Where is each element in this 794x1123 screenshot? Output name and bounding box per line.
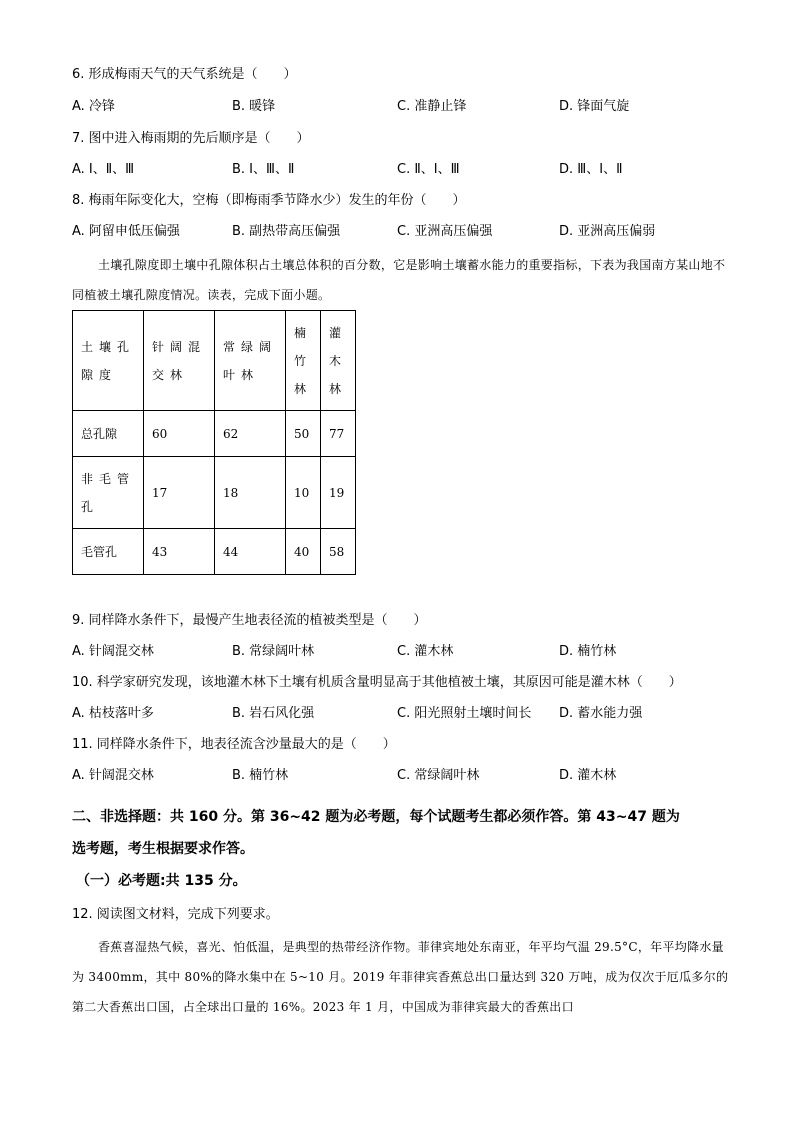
table-header-cell: 土壤孔隙度: [73, 311, 144, 411]
row-label: 毛管孔: [73, 529, 144, 575]
question-11-stem: 11. 同样降水条件下，地表径流含沙量最大的是（ ）: [72, 737, 396, 752]
q8-option-a[interactable]: A. 阿留申低压偏强: [72, 224, 180, 239]
question-8-stem: 8. 梅雨年际变化大，空梅（即梅雨季节降水少）发生的年份（ ）: [72, 193, 466, 208]
table-cell: 50: [286, 411, 321, 457]
q6-option-a[interactable]: A. 冷锋: [72, 99, 115, 114]
table-cell: 18: [215, 457, 286, 529]
question-10-options: [72, 705, 732, 723]
section-2-heading: 二、非选择题：共 160 分。第 36~42 题为必考题，每个试题考生都必须作答。第 43~47 题为: [72, 809, 680, 825]
q8-option-c[interactable]: C. 亚洲高压偏强: [397, 224, 493, 239]
question-12-stem: 12. 阅读图文材料，完成下列要求。: [72, 907, 279, 922]
table-row: [73, 529, 356, 575]
table-cell: 77: [321, 411, 356, 457]
q11-option-b[interactable]: B. 楠竹林: [232, 768, 289, 783]
table-cell: 40: [286, 529, 321, 575]
question-6-options: [72, 98, 732, 116]
q9-option-a[interactable]: A. 针阔混交林: [72, 644, 154, 659]
q10-option-d[interactable]: D. 蓄水能力强: [559, 706, 643, 721]
table-cell: 10: [286, 457, 321, 529]
q7-option-a[interactable]: A. Ⅰ、Ⅱ、Ⅲ: [72, 162, 135, 177]
q8-option-d[interactable]: D. 亚洲高压偏弱: [559, 224, 656, 239]
table-header-cell: 针阔混交林: [144, 311, 215, 411]
q6-option-d[interactable]: D. 锋面气旋: [559, 99, 630, 114]
q10-option-b[interactable]: B. 岩石风化强: [232, 706, 315, 721]
q11-option-c[interactable]: C. 常绿阔叶林: [397, 768, 480, 783]
table-cell: 58: [321, 529, 356, 575]
table-cell: 17: [144, 457, 215, 529]
table-cell: 43: [144, 529, 215, 575]
q6-option-c[interactable]: C. 准静止锋: [397, 99, 467, 114]
question-6-stem: 6. 形成梅雨天气的天气系统是（ ）: [72, 67, 297, 82]
table-header-cell: 常绿阔叶林: [215, 311, 286, 411]
row-label: 总孔隙: [73, 411, 144, 457]
question-7-stem: 7. 图中进入梅雨期的先后顺序是（ ）: [72, 131, 310, 146]
q7-option-d[interactable]: D. Ⅲ、Ⅰ、Ⅱ: [559, 162, 623, 177]
q9-option-d[interactable]: D. 楠竹林: [559, 644, 617, 659]
q8-option-b[interactable]: B. 副热带高压偏强: [232, 224, 341, 239]
q9-option-b[interactable]: B. 常绿阔叶林: [232, 644, 315, 659]
table-header-cell: 楠竹林: [286, 311, 321, 411]
q10-option-c[interactable]: C. 阳光照射土壤时间长: [397, 706, 532, 721]
section-2-subheading: （一）必考题:共 135 分。: [76, 873, 247, 889]
q6-option-b[interactable]: B. 暖锋: [232, 99, 276, 114]
q11-option-a[interactable]: A. 针阔混交林: [72, 768, 154, 783]
question-9-options: [72, 643, 732, 661]
question-9-stem: 9. 同样降水条件下，最慢产生地表径流的植被类型是（ ）: [72, 613, 427, 628]
question-7-options: [72, 161, 732, 179]
table-row: [73, 457, 356, 529]
table-cell: 60: [144, 411, 215, 457]
table-cell: 19: [321, 457, 356, 529]
question-11-options: [72, 767, 732, 785]
row-label: 非毛管孔: [73, 457, 144, 529]
table-intro-paragraph: 土壤孔隙度即土壤中孔隙体积占土壤总体积的百分数，它是影响土壤蓄水能力的重要指标，下表为我国南方某山地不同植被土壤孔隙度情况。读表，完成下面小题。: [72, 258, 726, 302]
table-header-row: [73, 311, 356, 411]
q11-option-d[interactable]: D. 灌木林: [559, 768, 617, 783]
q10-option-a[interactable]: A. 枯枝落叶多: [72, 706, 154, 721]
question-10-stem: 10. 科学家研究发现，该地灌木林下土壤有机质含量明显高于其他植被土壤，其原因可能是灌木林（ ）: [72, 675, 682, 690]
table-row: [73, 411, 356, 457]
q9-option-c[interactable]: C. 灌木林: [397, 644, 454, 659]
section-2-heading-cont: 选考题，考生根据要求作答。: [72, 841, 254, 857]
banana-material-paragraph: 香蕉喜湿热气候，喜光、怕低温，是典型的热带经济作物。菲律宾地处东南亚，年平均气温 29.5°C，年平均降水量为 3400mm，其中 80%的降水集中在 5~10 月。2019 年菲律宾香蕉总出口量达到 320 万吨，成为仅次于厄瓜多尔的第二大香蕉出口国，占全球出口量的 16%。2023 年 1 月，中国成为菲律宾最大的香蕉出口: [72, 940, 729, 1014]
q7-option-c[interactable]: C. Ⅱ、Ⅰ、Ⅲ: [397, 162, 460, 177]
soil-porosity-table: [72, 310, 356, 575]
table-header-cell: 灌木林: [321, 311, 356, 411]
table-cell: 44: [215, 529, 286, 575]
question-8-options: [72, 223, 732, 241]
q7-option-b[interactable]: B. Ⅰ、Ⅲ、Ⅱ: [232, 162, 295, 177]
table-cell: 62: [215, 411, 286, 457]
